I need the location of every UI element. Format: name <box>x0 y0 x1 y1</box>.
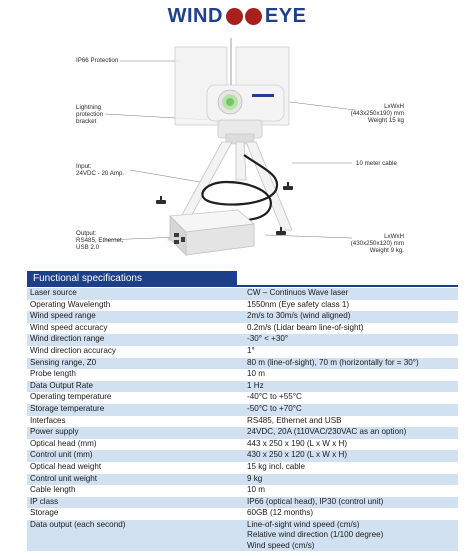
callout-head-dims-line: Weight 15 kg <box>367 117 404 124</box>
spec-value-line: 9 kg <box>247 473 263 483</box>
spec-value-line: -30° < +30° <box>247 334 289 344</box>
spec-value-line: 1550nm (Eye safety class 1) <box>247 299 350 309</box>
spec-value <box>244 392 458 404</box>
table-row <box>27 416 458 428</box>
callout-bracket <box>76 104 103 125</box>
callout-ip66 <box>76 57 118 64</box>
spec-value <box>244 323 458 335</box>
spec-value-line: RS485, Ethernet and USB <box>247 415 342 425</box>
spec-value-line: Wind speed (cm/s) <box>247 540 315 550</box>
spec-key: Operating temperature <box>27 392 244 404</box>
spec-value <box>244 288 458 300</box>
table-row <box>27 300 458 312</box>
spec-key: Sensing range, Z0 <box>27 358 244 370</box>
table-row <box>27 474 458 486</box>
table-row <box>27 462 458 474</box>
spec-value-line: 10 m <box>247 485 265 495</box>
spec-value-line: -50°C to +70°C <box>247 403 302 413</box>
spec-value-line: 60GB (12 months) <box>247 508 314 518</box>
spec-key: Optical head weight <box>27 462 244 474</box>
spec-key: Interfaces <box>27 416 244 428</box>
spec-value-line: 2m/s to 30m/s (wind aligned) <box>247 311 351 321</box>
callout-bracket-line: bracket <box>76 118 97 125</box>
callout-input-line: Input: <box>76 163 92 170</box>
spec-key: Control unit weight <box>27 474 244 486</box>
spec-value <box>244 381 458 393</box>
callout-head-dims-line: (443x250x190) mm <box>350 110 404 117</box>
spec-value <box>244 416 458 428</box>
callout-output-line: Output: <box>76 230 97 237</box>
spec-value-line: IP66 (optical head), IP30 (control unit) <box>247 496 384 506</box>
spec-value-line: Relative wind direction (1/100 degree) <box>247 530 384 540</box>
spec-value-line: 1 Hz <box>247 380 264 390</box>
logo-word-right: EYE <box>264 5 307 27</box>
brand-logo <box>0 4 474 28</box>
spec-value-line: 443 x 250 x 190 (L x W x H) <box>247 438 348 448</box>
table-row <box>27 323 458 335</box>
table-row <box>27 369 458 381</box>
spec-value <box>244 439 458 451</box>
spec-value <box>244 346 458 358</box>
callout-unit-dims-line: Weight 9 kg. <box>369 247 404 254</box>
logo-dots <box>226 8 262 25</box>
callout-output-line: USB 2.0 <box>76 244 100 251</box>
callout-cable <box>356 160 397 167</box>
spec-value <box>244 311 458 323</box>
spec-value-line: 80 m (line-of-sight), 70 m (horizontally for = 30°) <box>247 357 419 367</box>
spec-key: Cable length <box>27 485 244 497</box>
spec-value <box>244 427 458 439</box>
specs-table-body <box>27 288 458 551</box>
table-row <box>27 439 458 451</box>
spec-value <box>244 520 458 551</box>
spec-value <box>244 508 458 520</box>
spec-key: Wind speed accuracy <box>27 323 244 335</box>
table-row <box>27 508 458 520</box>
spec-value <box>244 334 458 346</box>
callout-unit-dimensions <box>340 233 404 254</box>
spec-value-line: 1° <box>247 345 255 355</box>
logo-dot <box>226 8 243 25</box>
spec-value-line: 15 kg incl. cable <box>247 461 306 471</box>
callout-cable-text: 10 meter cable <box>356 160 397 167</box>
spec-key: Storage <box>27 508 244 520</box>
callout-input <box>76 163 124 177</box>
callout-output <box>76 230 123 251</box>
callout-head-dimensions <box>340 103 404 124</box>
spec-value <box>244 358 458 370</box>
spec-value-line: CW – Continuos Wave laser <box>247 288 349 297</box>
specs-title: Functional specifications <box>27 271 237 286</box>
table-row <box>27 520 458 551</box>
spec-value <box>244 485 458 497</box>
logo-dot <box>245 8 262 25</box>
spec-key: Probe length <box>27 369 244 381</box>
table-row <box>27 392 458 404</box>
spec-value-line: -40°C to +55°C <box>247 392 302 402</box>
callout-ip66-text: IP66 Protection <box>76 57 119 64</box>
table-row <box>27 404 458 416</box>
table-row <box>27 311 458 323</box>
spec-value <box>244 404 458 416</box>
spec-value-line: 10 m <box>247 369 265 379</box>
spec-key: Operating Wavelength <box>27 300 244 312</box>
callout-unit-dims-line: LxWxH <box>384 233 404 240</box>
spec-key: Laser source <box>27 288 244 300</box>
table-row <box>27 427 458 439</box>
control-unit <box>170 210 254 255</box>
spec-value-line: 430 x 250 x 120 (L x W x H) <box>247 450 348 460</box>
table-row <box>27 450 458 462</box>
table-row <box>27 334 458 346</box>
spec-value <box>244 450 458 462</box>
spec-key: Data output (each second) <box>27 520 244 551</box>
table-row <box>27 346 458 358</box>
table-row <box>27 358 458 370</box>
spec-key: IP class <box>27 497 244 509</box>
specs-table <box>27 288 458 551</box>
spec-key: Data Output Rate <box>27 381 244 393</box>
spec-key: Wind direction range <box>27 334 244 346</box>
optical-head <box>207 85 284 121</box>
spec-key: Control unit (mm) <box>27 450 244 462</box>
spec-value <box>244 462 458 474</box>
product-illustration <box>0 30 474 270</box>
spec-value <box>244 497 458 509</box>
spec-value <box>244 300 458 312</box>
spec-value-line: 0.2m/s (Lidar beam line-of-sight) <box>247 322 364 332</box>
table-row <box>27 288 458 300</box>
spec-key: Storage temperature <box>27 404 244 416</box>
spec-value <box>244 474 458 486</box>
table-row <box>27 497 458 509</box>
callout-bracket-line: Lightning <box>76 104 102 111</box>
table-row <box>27 381 458 393</box>
spec-key: Power supply <box>27 427 244 439</box>
spec-key: Optical head (mm) <box>27 439 244 451</box>
spec-value-line: 24VDC, 20A (110VAC/230VAC as an option) <box>247 427 407 437</box>
callout-unit-dims-line: (430x250x120) mm <box>350 240 404 247</box>
spec-key: Wind speed range <box>27 311 244 323</box>
spec-value-line: Line-of-sight wind speed (cm/s) <box>247 519 360 529</box>
callout-input-line: 24VDC - 20 Amp. <box>76 170 125 177</box>
callout-head-dims-line: LxWxH <box>384 103 404 110</box>
spec-value <box>244 369 458 381</box>
callout-output-line: RS485, Ethernet, <box>76 237 124 244</box>
logo-word-left: WIND <box>167 5 223 27</box>
specs-title-rule <box>27 285 458 287</box>
table-row <box>27 485 458 497</box>
spec-key: Wind direction accuracy <box>27 346 244 358</box>
callout-bracket-line: protection <box>76 111 104 118</box>
